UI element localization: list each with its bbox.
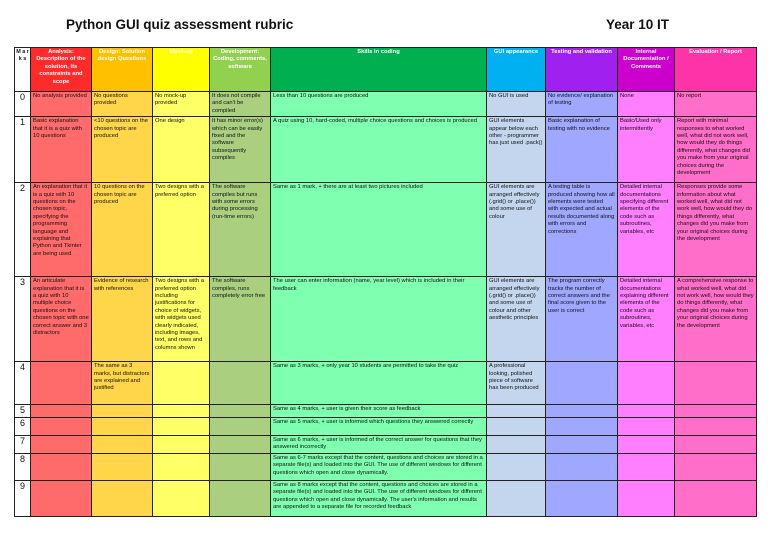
documentation-cell <box>618 480 675 516</box>
documentation-cell <box>618 435 675 453</box>
mockup-cell <box>153 435 210 453</box>
mockup-cell: One design <box>153 117 210 183</box>
design-cell: No questions provided <box>92 92 153 117</box>
documentation-cell: Detailed internal documentations specifying different elements of the code such as subroutines, variables, etc <box>618 183 675 277</box>
documentation-cell <box>618 417 675 435</box>
table-row <box>15 405 757 418</box>
page-subtitle: Year 10 IT <box>606 17 670 32</box>
testing-cell: No evidence/ explanation of testing <box>546 92 618 117</box>
mark-cell: 7 <box>15 435 31 453</box>
table-row <box>15 417 757 435</box>
skills-cell: Same as 6-7 marks except that the content, questions and choices are stored in a separate file(s) and loaded into the GUI. The use of different windows for different questions which open and close dynamically. <box>271 453 487 480</box>
development-cell <box>210 480 271 516</box>
mockup-cell <box>153 405 210 418</box>
development-header: Development: Coding, comments, software <box>210 48 271 92</box>
analysis-cell <box>31 480 92 516</box>
mark-cell: 2 <box>15 183 31 277</box>
testing-cell: The program correctly tracks the number of correct answers and the final score given to the user is correct <box>546 277 618 362</box>
analysis-header: Analysis: Description of the solution, its constraints and scope <box>31 48 92 92</box>
table-row <box>15 453 757 480</box>
table-row <box>15 277 757 362</box>
documentation-header: Internal Documentation / Comments <box>618 48 675 92</box>
design-cell: <10 questions on the chosen topic are produced <box>92 117 153 183</box>
gui-header: GUI appearance <box>487 48 546 92</box>
page-title: Python GUI quiz assessment rubric <box>66 17 294 32</box>
documentation-cell: Detailed internal documentations explaining different elements of the code such as subroutines, variables, etc <box>618 277 675 362</box>
analysis-cell <box>31 435 92 453</box>
evaluation-cell: Responses provide some information about what worked well, what did not work well, how would they do things differently, what changes did you make from your original choices during the development <box>675 183 757 277</box>
design-cell <box>92 405 153 418</box>
analysis-cell <box>31 417 92 435</box>
mark-cell: 5 <box>15 405 31 418</box>
skills-cell: The user can enter information (name, year level) which is included in their feedback <box>271 277 487 362</box>
gui-cell <box>487 480 546 516</box>
gui-cell: GUI elements are arranged effectively (.grid() or .place()) and some use of colour <box>487 183 546 277</box>
design-cell: Evidence of research with references <box>92 277 153 362</box>
analysis-cell: No analysis provided <box>31 92 92 117</box>
evaluation-cell <box>675 405 757 418</box>
gui-cell <box>487 435 546 453</box>
table-row <box>15 362 757 405</box>
design-cell <box>92 417 153 435</box>
skills-cell: Same as 3 marks, + only year 10 students are permitted to take the quiz <box>271 362 487 405</box>
evaluation-cell: A comprehensive response to what worked well, what did not work well, how would they do things differently, what changes did you make from your original choices during the development <box>675 277 757 362</box>
testing-cell <box>546 480 618 516</box>
development-cell <box>210 417 271 435</box>
testing-cell <box>546 453 618 480</box>
development-cell <box>210 362 271 405</box>
design-cell: 10 questions on the chosen topic are produced <box>92 183 153 277</box>
mark-cell: 9 <box>15 480 31 516</box>
table-row <box>15 92 757 117</box>
gui-cell: A professional looking, polished piece of software has been produced <box>487 362 546 405</box>
analysis-cell <box>31 453 92 480</box>
evaluation-cell <box>675 417 757 435</box>
table-row <box>15 117 757 183</box>
mockup-cell: No mock-up provided <box>153 92 210 117</box>
design-cell <box>92 435 153 453</box>
documentation-cell <box>618 405 675 418</box>
skills-cell: Less than 10 questions are produced <box>271 92 487 117</box>
mockup-cell <box>153 417 210 435</box>
analysis-cell: An explanation that it is a quiz with 10 questions on the chosen topic, specifying the programming language and explaining that Python and Tkinter are being used <box>31 183 92 277</box>
mark-cell: 3 <box>15 277 31 362</box>
marks-header: M a r k s <box>15 48 31 92</box>
design-cell: The same as 3 marks, but distractors are explained and justified <box>92 362 153 405</box>
testing-cell: Basic explanation of testing with no evidence <box>546 117 618 183</box>
mockup-cell <box>153 453 210 480</box>
skills-cell: Same as 8 marks except that the content, questions and choices are stored in a separate file(s) and loaded into the GUI. The use of different windows for different questions which open and close dynamically. The user's information and results are appended to a separate file for recorded feedback <box>271 480 487 516</box>
testing-cell <box>546 417 618 435</box>
analysis-cell: Basic explanation that it is a quiz with 10 questions <box>31 117 92 183</box>
skills-cell: Same as 1 mark, + there are at least two pictures included <box>271 183 487 277</box>
design-cell <box>92 480 153 516</box>
mockup-header: Mock-up <box>153 48 210 92</box>
testing-cell <box>546 405 618 418</box>
testing-cell: A testing table is produced showing how all elements were tested with expected and actual results documented along with errors and corrections <box>546 183 618 277</box>
testing-header: Testing and validation <box>546 48 618 92</box>
mockup-cell: Two designs with a preferred option including justifications for choice of widgets, with widgets used clearly indicated, including images, text, and rows and columns shown <box>153 277 210 362</box>
gui-cell <box>487 417 546 435</box>
mockup-cell <box>153 362 210 405</box>
skills-cell: Same as 6 marks, + user is informed of the correct answer for questions that they answered incorrectly <box>271 435 487 453</box>
development-cell <box>210 405 271 418</box>
evaluation-cell <box>675 362 757 405</box>
gui-cell <box>487 405 546 418</box>
evaluation-cell: No report <box>675 92 757 117</box>
evaluation-cell: Report with minimal responses to what worked well, what did not work well, how would they do things differently, what changes did you make from your original choices during the development <box>675 117 757 183</box>
gui-cell: GUI elements appear below each other - programmer has just used .pack() <box>487 117 546 183</box>
analysis-cell <box>31 362 92 405</box>
analysis-cell <box>31 405 92 418</box>
development-cell: The software compiles, runs completely error free <box>210 277 271 362</box>
mark-cell: 6 <box>15 417 31 435</box>
gui-cell: GUI elements are arranged effectively (.grid() or .place()) and some use of colour and other aesthetic principles <box>487 277 546 362</box>
evaluation-cell <box>675 435 757 453</box>
table-row <box>15 480 757 516</box>
development-cell <box>210 453 271 480</box>
development-cell: It does not compile and can't be compiled <box>210 92 271 117</box>
mark-cell: 4 <box>15 362 31 405</box>
gui-cell: No GUI is used <box>487 92 546 117</box>
development-cell <box>210 435 271 453</box>
design-cell <box>92 453 153 480</box>
evaluation-cell <box>675 453 757 480</box>
mockup-cell <box>153 480 210 516</box>
header-row <box>15 48 757 92</box>
evaluation-header: Evaluation / Report <box>675 48 757 92</box>
documentation-cell <box>618 453 675 480</box>
table-row <box>15 435 757 453</box>
evaluation-cell <box>675 480 757 516</box>
design-header: Design: Solution design Questions <box>92 48 153 92</box>
testing-cell <box>546 435 618 453</box>
documentation-cell <box>618 362 675 405</box>
documentation-cell: None <box>618 92 675 117</box>
mark-cell: 0 <box>15 92 31 117</box>
development-cell: The software compiles but runs with some errors during processing (run-time errors) <box>210 183 271 277</box>
table-row <box>15 183 757 277</box>
mark-cell: 1 <box>15 117 31 183</box>
rubric-table <box>14 47 757 517</box>
documentation-cell: Basic/Used only intermittently <box>618 117 675 183</box>
analysis-cell: An articulate explanation that it is a quiz with 10 multiple choice questions on the chosen topic with one correct answer and 3 distractors <box>31 277 92 362</box>
skills-cell: Same as 4 marks, + user is given their score as feedback <box>271 405 487 418</box>
skills-cell: Same as 5 marks, + user is informed which questions they answered correctly <box>271 417 487 435</box>
development-cell: It has minor error(s) which can be easily fixed and the software subsequently compiles <box>210 117 271 183</box>
gui-cell <box>487 453 546 480</box>
skills-header: Skills in coding <box>271 48 487 92</box>
mark-cell: 8 <box>15 453 31 480</box>
mockup-cell: Two designs with a preferred option <box>153 183 210 277</box>
testing-cell <box>546 362 618 405</box>
skills-cell: A quiz using 10, hard-coded, multiple choice questions and choices is produced <box>271 117 487 183</box>
